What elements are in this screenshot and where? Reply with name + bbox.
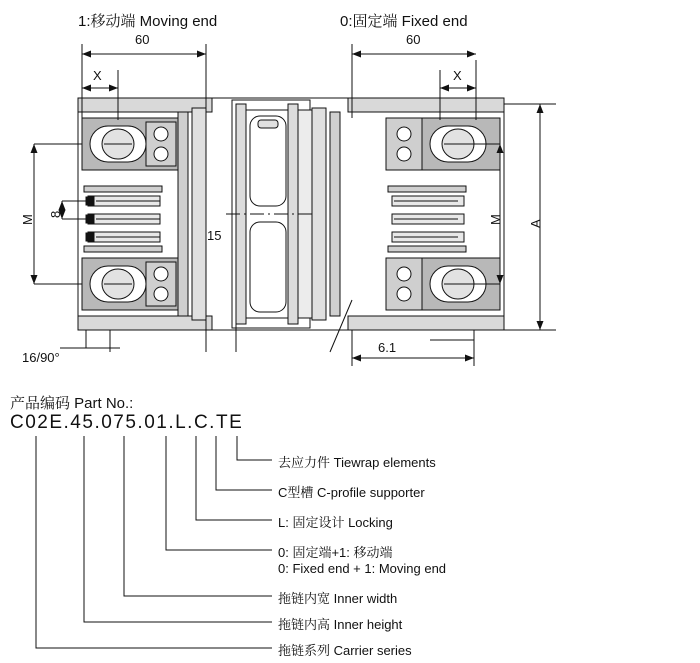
dim-15: 15 (207, 228, 222, 243)
dim-left-60: 60 (135, 32, 150, 47)
label-moving-end: 1:移动端 Moving end (78, 13, 218, 30)
dim-6-1: 6.1 (378, 340, 397, 355)
dim-left-X: X (93, 68, 102, 83)
legend-locking: L: 固定设计 Locking (278, 515, 393, 530)
legend-inner-height: 拖链内高 Inner height (278, 617, 403, 632)
dim-8: 8 (48, 210, 63, 218)
dim-right-X: X (453, 68, 462, 83)
dim-right-60: 60 (406, 32, 421, 47)
legend-end-cn: 0: 固定端+1: 移动端 (278, 545, 393, 560)
legend-end-en: 0: Fixed end + 1: Moving end (278, 561, 447, 576)
legend-c-profile-supporter: C型槽 C-profile supporter (278, 485, 425, 500)
legend-carrier-series: 拖链系列 Carrier series (278, 643, 412, 658)
legend-inner-width: 拖链内宽 Inner width (278, 591, 398, 606)
partno-title: 产品编码 Part No.: (10, 395, 134, 412)
partno-code: C02E.45.075.01.L.C.TE (10, 412, 244, 433)
dim-angle: 16/90° (22, 350, 60, 365)
label-fixed-end: 0:固定端 Fixed end (340, 13, 468, 30)
dim-A: A (528, 219, 543, 228)
dim-left-M: M (20, 214, 35, 225)
legend-tiewrap-elements: 去应力件 Tiewrap elements (278, 455, 436, 470)
dim-right-M: M (488, 214, 503, 225)
